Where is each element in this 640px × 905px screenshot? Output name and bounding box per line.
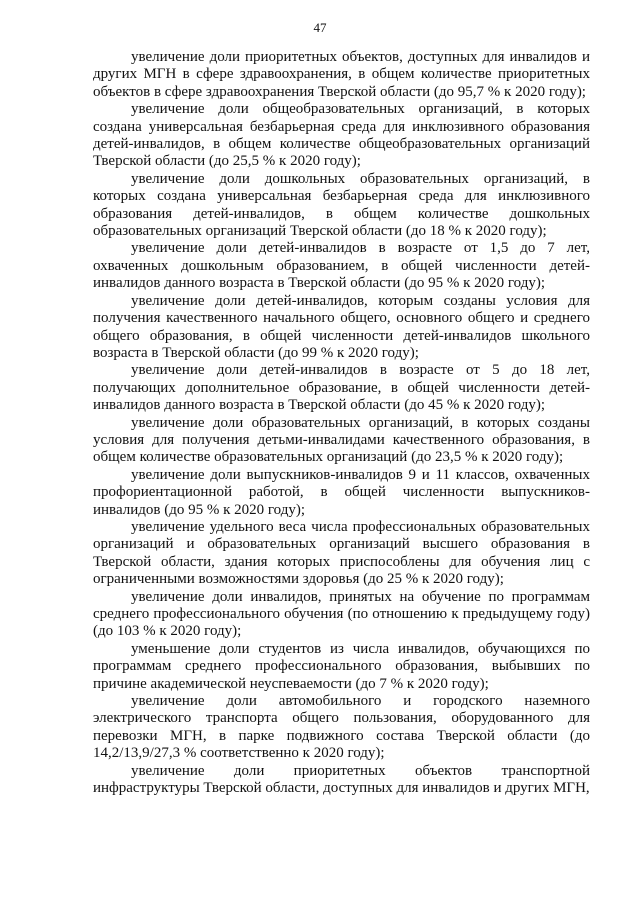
- paragraph-preschool-organizations: увеличение доли дошкольных образовательных организаций, в которых создана универсальная безбарьерная среда для инклюзивного образования детей-инвалидов, в общем количестве дошкольных образовательных организаций Тверской области (до 18 % к 2020 году);: [93, 170, 590, 240]
- paragraph-career-guidance: увеличение доли выпускников-инвалидов 9 и 11 классов, охваченных профориентационной работой, в общей численности выпускников-инвалидов (до 95 % к 2020 году);: [93, 466, 590, 518]
- paragraph-general-education: увеличение доли общеобразовательных организаций, в которых создана универсальная безбарьерная среда для инклюзивного образования детей-инвалидов, в общем количестве общеобразовательных организаций Тверской области (до 25,5 % к 2020 году);: [93, 101, 590, 170]
- paragraph-school-conditions: увеличение доли детей-инвалидов, которым созданы условия для получения качественного начального общего, основного общего и среднего общего образования, в общей численности детей-инвалидов школьного возраста в Тверской области (до 99 % к 2020 году);: [93, 292, 590, 361]
- paragraph-preschool-coverage: увеличение доли детей-инвалидов в возрасте от 1,5 до 7 лет, охваченных дошкольным образованием, в общей численности детей-инвалидов данного возраста в Тверской области (до 95 % к 2020 году);: [93, 240, 590, 292]
- paragraph-student-dropout: уменьшение доли студентов из числа инвалидов, обучающихся по программам среднего профессионального образования, выбывших по причине академической неуспеваемости (до 7 % к 2020 году);: [93, 640, 590, 692]
- paragraph-transport-infrastructure: увеличение доли приоритетных объектов транспортной инфраструктуры Тверской области, доступных для инвалидов и других МГН,: [93, 762, 590, 797]
- paragraph-education-conditions: увеличение доли образовательных организаций, в которых созданы условия для получения детьми-инвалидами качественного образования, в общем количестве образовательных организаций (до 23,5 % к 2020 году);: [93, 414, 590, 466]
- paragraph-professional-buildings: увеличение удельного веса числа профессиональных образовательных организаций и образовательных организаций высшего образования в Тверской области, здания которых приспособлены для обучения лиц с ограниченными возможностями здоровья (до 25 % к 2020 году);: [93, 518, 590, 588]
- paragraph-healthcare-objects: увеличение доли приоритетных объектов, доступных для инвалидов и других МГН в сфере здравоохранения, в общем количестве приоритетных объектов в сфере здравоохранения Тверской области (до 95,7 % к 2020 году);: [93, 49, 590, 100]
- paragraph-vocational-admission: увеличение доли инвалидов, принятых на обучение по программам среднего профессионального обучения (по отношению к предыдущему году) (до 103 % к 2020 году);: [93, 588, 590, 640]
- paragraph-public-transport: увеличение доли автомобильного и городского наземного электрического транспорта общего пользования, оборудованного для перевозки МГН, в парке подвижного состава Тверской области (до 14,2/13,9/27,3 % соответственно к 2020 году);: [93, 693, 590, 762]
- document-body: [93, 49, 590, 797]
- paragraph-additional-education: увеличение доли детей-инвалидов в возрасте от 5 до 18 лет, получающих дополнительное образование, в общей численности детей-инвалидов данного возраста в Тверской области (до 45 % к 2020 году);: [93, 362, 590, 414]
- page-number: 47: [313, 20, 327, 35]
